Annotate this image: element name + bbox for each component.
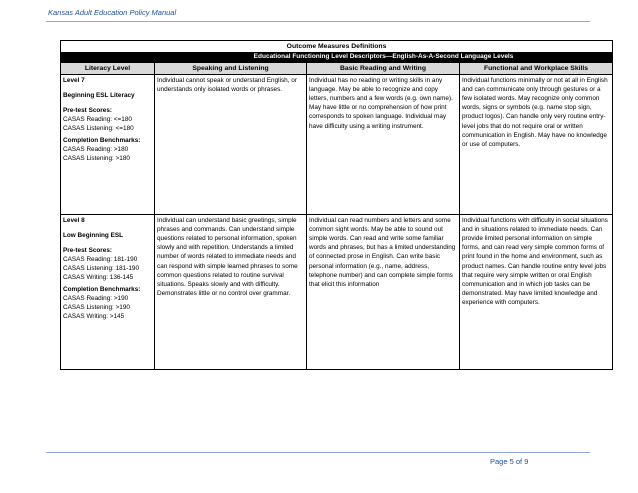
completion-score: CASAS Reading: >190 xyxy=(63,294,129,302)
functional-workplace-cell: Individual functions with difficulty in social situations and in situations related to immediate needs. Can provide limited personal information on simple forms, and can read very simple common forms of print found in the home and environment, such as product names. Can handle routine entry level jobs that require very simple written or oral English communication and in which job tasks can be demonstrated. May have limited knowledge and experience with computers. xyxy=(460,214,613,369)
col-header-functional-workplace: Functional and Workplace Skills xyxy=(460,62,613,74)
reading-writing-cell: Individual can read numbers and letters and some common sight words. May be able to sound out simple words. Can read and write some familiar words and phrases, but has a limited understanding of connected prose in English. Can write basic personal information (e.g., name, address, telephone number) and can complete simple forms that elicit this information xyxy=(307,214,460,369)
completion-score: CASAS Listening: >190 xyxy=(63,303,130,311)
level-number: Level 7 xyxy=(63,76,85,84)
level-name: Beginning ESL Literacy xyxy=(63,91,135,99)
table-caption-row xyxy=(61,41,613,53)
speaking-listening-cell: Individual cannot speak or understand English, or understands only isolated words or phrases. xyxy=(155,74,307,214)
completion-label: Completion Benchmarks: xyxy=(63,285,141,293)
footer-divider xyxy=(46,452,590,453)
level-number: Level 8 xyxy=(63,216,85,224)
col-header-literacy-level: Literacy Level xyxy=(61,62,155,74)
header-divider xyxy=(46,21,590,22)
table-row xyxy=(61,74,613,214)
pretest-score: CASAS Listening: 181-190 xyxy=(63,264,140,272)
functional-workplace-cell: Individual functions minimally or not at all in English and can communicate only through gestures or a few isolated words. May recognize only common words, signs or symbols (e.g. name stop sign, product logos). Can handle only very routine entry-level jobs that do not require oral or written communication in English. May have no knowledge or use of computers. xyxy=(460,74,613,214)
pretest-label: Pre-test Scores: xyxy=(63,106,113,114)
col-header-speaking-listening: Speaking and Listening xyxy=(155,62,307,74)
column-headers xyxy=(61,62,613,74)
speaking-listening-cell: Individual can understand basic greetings, simple phrases and commands. Can understand simple questions related to personal information, spoken slowly and with repetition. Understands a limited number of words related to immediate needs and can respond with simple learned phrases to some common questions related to routine survival situations. Speaks slowly and with difficulty. Demonstrates little or no control over grammar. xyxy=(155,214,307,369)
literacy-level-cell xyxy=(61,74,155,214)
table-subcaption-row xyxy=(61,53,613,63)
pretest-score: CASAS Listening: <=180 xyxy=(63,124,134,132)
pretest-score: CASAS Reading: <=180 xyxy=(63,115,132,123)
pretest-score: CASAS Writing: 136-145 xyxy=(63,273,134,281)
pretest-score: CASAS Reading: 181-190 xyxy=(63,255,138,263)
table-caption: Outcome Measures Definitions xyxy=(61,41,613,53)
manual-title: Kansas Adult Education Policy Manual xyxy=(48,8,177,17)
completion-score: CASAS Writing: >145 xyxy=(63,312,125,320)
outcome-measures-table xyxy=(60,40,613,370)
table-subcaption: Educational Functioning Level Descriptors—English-As-A-Second Language Levels xyxy=(155,53,613,63)
page-number: Page 5 of 9 xyxy=(490,457,529,466)
literacy-level-cell xyxy=(61,214,155,369)
table-row xyxy=(61,214,613,369)
pretest-label: Pre-test Scores: xyxy=(63,246,113,254)
reading-writing-cell: Individual has no reading or writing skills in any language. May be able to recognize and copy letters, numbers and a few words (e.g. own name). May have little or no comprehension of how print corresponds to spoken language. Individual may have difficulty using a writing instrument. xyxy=(307,74,460,214)
col-header-reading-writing: Basic Reading and Writing xyxy=(307,62,460,74)
completion-score: CASAS Reading: >180 xyxy=(63,145,129,153)
completion-score: CASAS Listening: >180 xyxy=(63,154,130,162)
level-name: Low Beginning ESL xyxy=(63,231,123,239)
completion-label: Completion Benchmarks: xyxy=(63,136,141,144)
